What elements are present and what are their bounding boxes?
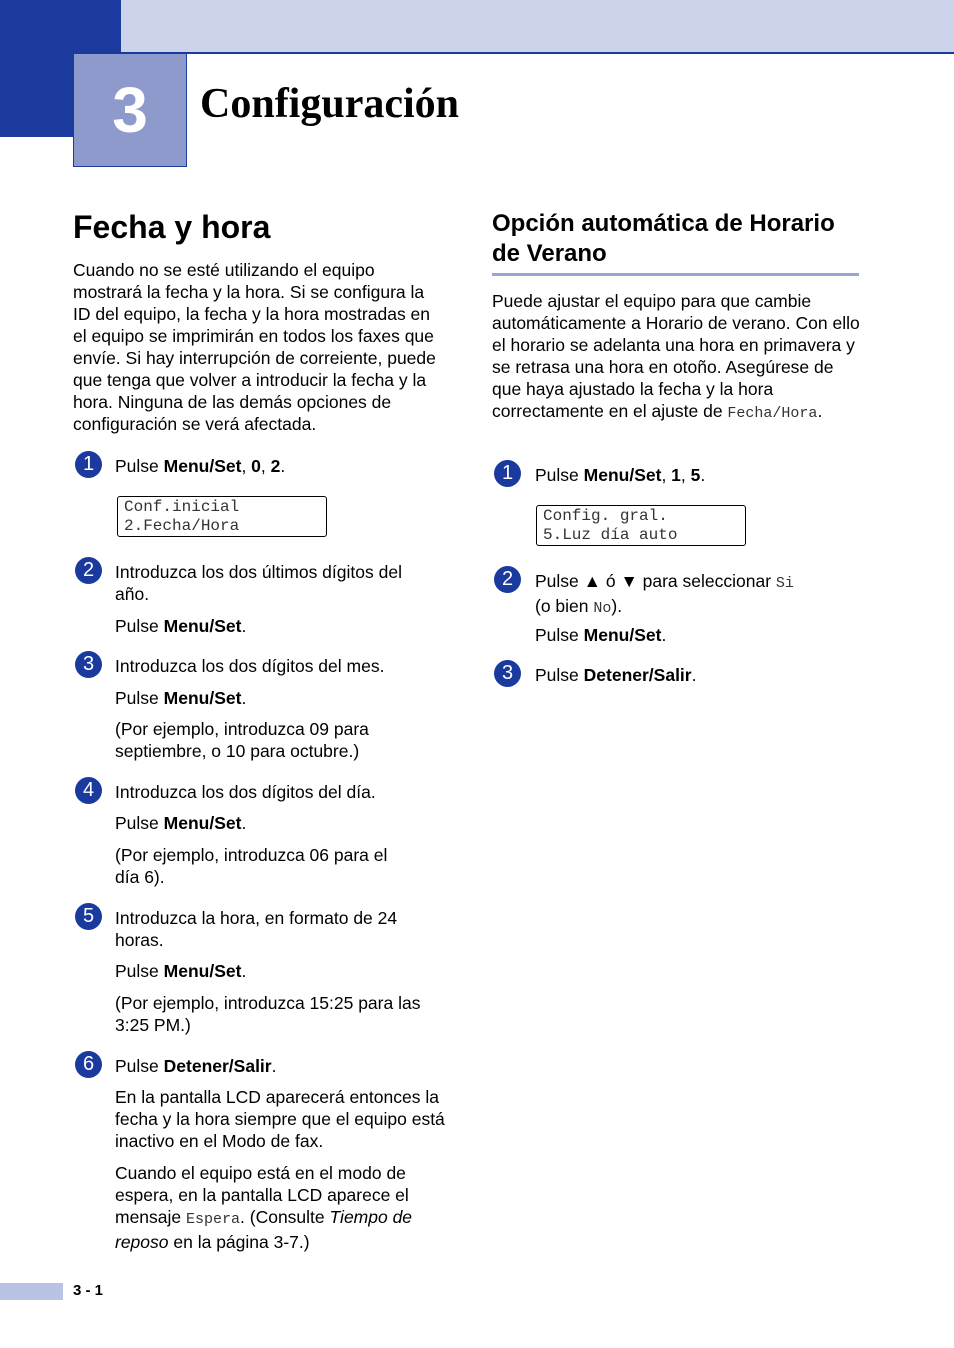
up-arrow-icon: ▲ [583,571,601,591]
step-3-text: Introduzca los dos dígitos del mes. [115,656,385,676]
period: . [241,616,247,636]
period: . [700,465,706,485]
pulse-label: Pulse [115,616,164,636]
dst-step-3-badge [494,660,521,687]
pulse-label: Pulse [535,625,584,645]
right-intro-paragraph [492,290,862,425]
step-6-badge [75,1051,102,1078]
text: Puede ajustar el equipo para que cambie automáticamente a Horario de verano. Con ello el horario se adelanta una hora en primavera y se retrasa una hora en otoño. Asegúrese de que haya ajustado la fecha y la hora correctamente en el ajuste de [492,291,860,421]
page-number: 3 - 1 [73,1282,104,1299]
step-3-badge [75,651,102,678]
step-6-paragraph-2 [115,1162,445,1253]
step-4-pulse [115,812,246,834]
step-3-example: (Por ejemplo, introduzca 09 para septiembre, o 10 para octubre.) [115,719,369,761]
step-text: Pulse [115,456,164,476]
pulse-label: Pulse [115,961,164,981]
menu-set-key: Menu/Set [163,616,242,636]
menu-set-key: Menu/Set [163,688,242,708]
step-1-text [115,455,285,477]
chapter-title: Configuración [200,81,460,127]
step-5-text: Introduzca la hora, en formato de 24 horas. [115,908,398,950]
dst-step-2-badge [494,566,521,593]
period: . [241,961,247,981]
menu-set-key: Menu/Set [583,465,662,485]
dst-step-1-text [535,464,705,486]
reference-link-text: Tiempo de reposo [115,1207,413,1252]
menu-set-key: Menu/Set [163,961,242,981]
step-number: 2 [501,568,514,590]
period: . [280,456,286,476]
left-intro-paragraph: Cuando no se esté utilizando el equipo mostrará la fecha y la hora. Si se configura la ID del equipo, la fecha y la hora mostradas en el equipo se imprimirán en todos los faxes que envíe. Si hay interrupción de correiente, puede que tenga que volver a introducir la fecha y la hora. Ninguna de las demás opciones de configuración se verá afectada. [73,260,436,434]
step-number: 6 [82,1053,95,1075]
lcd-line-2: 2.Fecha/Hora [124,517,240,535]
step-number: 3 [82,653,95,675]
text: para seleccionar [637,571,776,591]
step-number: 3 [501,662,514,684]
header-light-band [121,0,954,52]
dst-step-2-pulse [535,624,666,646]
step-1-badge [75,451,102,478]
lcd-display-luz-dia-auto [536,505,746,546]
text: . (Consulte [240,1207,330,1227]
lcd-line-1: Config. gral. [543,507,668,525]
text: Cuando el equipo está en el modo de espera, en la pantalla LCD aparece el mensaje [115,1163,409,1227]
separator: , [680,465,691,485]
step-number: 4 [82,779,95,801]
lcd-display-fecha-hora [117,496,327,537]
text: en la página 3-7.) [168,1232,310,1252]
menu-set-key: Menu/Set [163,813,242,833]
pulse-label: Pulse [115,813,164,833]
step-number: 1 [82,453,95,475]
step-text: Pulse [535,571,584,591]
text: (o bien [535,596,594,616]
pulse-label: Pulse [115,688,164,708]
lcd-line-1: Conf.inicial [124,498,240,516]
pulse-label: Pulse [535,665,584,685]
chapter-number: 3 [112,74,148,146]
step-number: 5 [82,905,95,927]
stop-exit-key: Detener/Salir [163,1056,272,1076]
separator: , [260,456,271,476]
step-4-text: Introduzca los dos dígitos del día. [115,782,376,802]
text: ó [600,571,621,591]
period: . [241,813,247,833]
step-5-badge [75,903,102,930]
step-number: 2 [82,559,95,581]
step-6-paragraph-1: En la pantalla LCD aparecerá entonces la fecha y la hora siempre que el equipo está inactivo en el Modo de fax. [115,1087,445,1151]
step-2-badge [75,557,102,584]
header-rule [121,52,954,54]
key-1: 1 [671,465,681,485]
menu-set-key: Menu/Set [163,456,242,476]
heading-underline [492,273,859,276]
step-6-text [115,1055,276,1077]
period: . [691,665,697,685]
dst-step-3-text [535,664,696,686]
separator: , [241,456,252,476]
step-3-pulse [115,687,246,709]
step-5-pulse [115,960,246,982]
step-4-example: (Por ejemplo, introduzca 06 para el día 6). [115,845,388,887]
period: . [271,1056,277,1076]
key-0: 0 [251,456,261,476]
lcd-line-2: 5.Luz día auto [543,526,678,544]
step-4-badge [75,777,102,804]
down-arrow-icon: ▼ [620,571,638,591]
period: . [661,625,667,645]
dst-step-2-text [535,570,855,620]
step-2-text: Introduzca los dos últimos dígitos del año. [115,562,402,604]
separator: , [661,465,672,485]
step-2-pulse [115,615,246,637]
key-2: 2 [270,456,281,476]
text: ). [611,596,623,616]
dst-step-1-badge [494,460,521,487]
menu-name-fecha-hora: Fecha/Hora [727,405,818,422]
chapter-number-box [73,53,187,167]
lcd-message-espera: Espera [186,1211,241,1228]
option-si: Si [775,575,794,592]
section-heading-date-time: Fecha y hora [73,209,271,245]
step-text: Pulse [535,465,584,485]
section-heading-dst: Opción automática de Horario de Verano [492,210,835,267]
period: . [241,688,247,708]
step-number: 1 [501,462,514,484]
footer-bar [0,1283,63,1300]
key-5: 5 [690,465,701,485]
stop-exit-key: Detener/Salir [583,665,692,685]
option-no: No [593,600,612,617]
period: . [817,401,823,421]
step-5-example: (Por ejemplo, introduzca 15:25 para las 3:25 PM.) [115,993,421,1035]
menu-set-key: Menu/Set [583,625,662,645]
pulse-label: Pulse [115,1056,164,1076]
